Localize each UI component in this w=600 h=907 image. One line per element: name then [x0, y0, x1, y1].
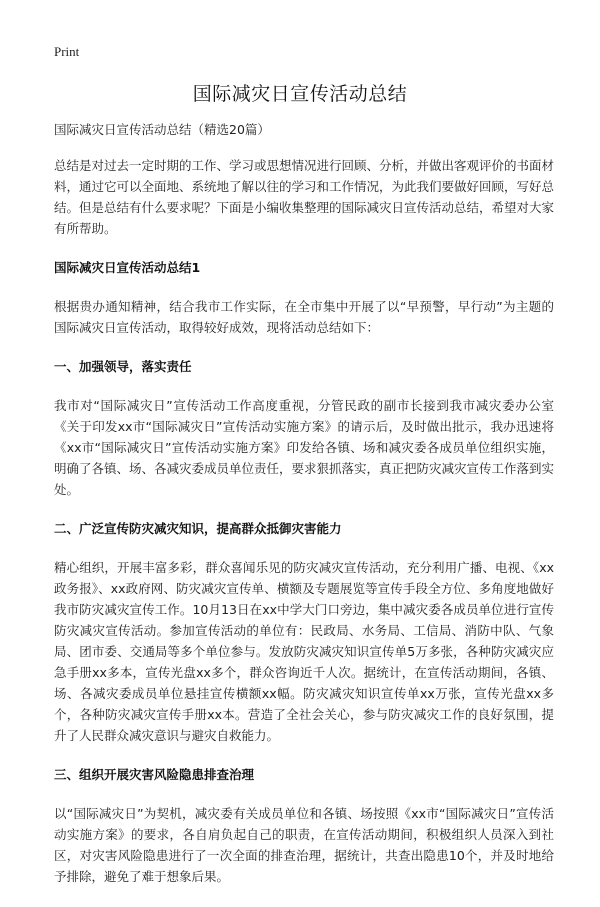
part-2-paragraph: 精心组织，开展丰富多彩，群众喜闻乐见的防灾减灾宣传活动，充分利用广播、电视、《xx政务报》、xx政府网、防灾减灾宣传单、横额及专题展览等宣传手段全方位、多角度地做好我市防灾减灾宣传工作。10月13日在xx中学大门口旁边，集中减灾委各成员单位进行宣传防灾减灾宣传活动。参加宣传活动的单位有：民政局、水务局、工信局、消防中队、气象局、团市委、交通局等多个单位参与。发放防灾减灾知识宣传单5万多张，各种防灾减灾应急手册xx多本，宣传光盘xx多个，群众咨询近千人次。据统计，在宣传活动期间，各镇、场、各减灾委成员单位悬挂宣传横额xx幅。防灾减灾知识宣传单xx万张，宣传光盘xx多个，各种防灾减灾宣传手册xx本。营造了全社会关心，参与防灾减灾工作的良好氛围，提升了人民群众减灾意识与避灾自救能力。 [54, 560, 554, 743]
print-link[interactable]: Print [54, 44, 80, 59]
part-2-heading: 二、广泛宣传防灾减灾知识，提高群众抵御灾害能力 [54, 521, 342, 536]
article-subtitle: 国际减灾日宣传活动总结（精选20篇） [54, 122, 270, 137]
section-intro-paragraph: 根据贵办通知精神，结合我市工作实际，在全市集中开展了以“早预警，早行动”为主题的国际减灾日宣传活动，取得较好成效，现将活动总结如下： [54, 299, 554, 335]
part-1-paragraph: 我市对“国际减灾日”宣传活动工作高度重视，分管民政的副市长接到我市减灾委办公室《关于印发xx市“国际减灾日”宣传活动实施方案》的请示后，及时做出批示，我办迅速将《xx市“国际减灾日”宣传活动实施方案》印发给各镇、场和减灾委各成员单位组织实施，明确了各镇、场、各减灾委成员单位责任，要求狠抓落实，真正把防灾减灾宣传工作落到实处。 [54, 398, 555, 497]
intro-paragraph: 总结是对过去一定时期的工作、学习或思想情况进行回顾、分析，并做出客观评价的书面材料，通过它可以全面地、系统地了解以往的学习和工作情况，为此我们要做好回顾，写好总结。但是总结有什么要求呢？下面是小编收集整理的国际减灾日宣传活动总结，希望对大家有所帮助。 [54, 158, 555, 236]
page-title: 国际减灾日宣传活动总结 [192, 83, 408, 105]
section-title: 国际减灾日宣传活动总结1 [54, 260, 201, 275]
article-body [54, 120, 554, 907]
part-1-heading: 一、加强领导，落实责任 [54, 359, 192, 374]
part-3-heading: 三、组织开展灾害风险隐患排查治理 [54, 767, 255, 782]
part-3-paragraph: 以“国际减灾日”为契机，减灾委有关成员单位和各镇、场按照《xx市“国际减灾日”宣传活动实施方案》的要求，各自肩负起自己的职责，在宣传活动期间，积极组织人员深入到社区，对灾害风险隐患进行了一次全面的排查治理，据统计，共查出隐患10个，并及时地给予排除，避免了难于想象后果。 [54, 806, 554, 884]
